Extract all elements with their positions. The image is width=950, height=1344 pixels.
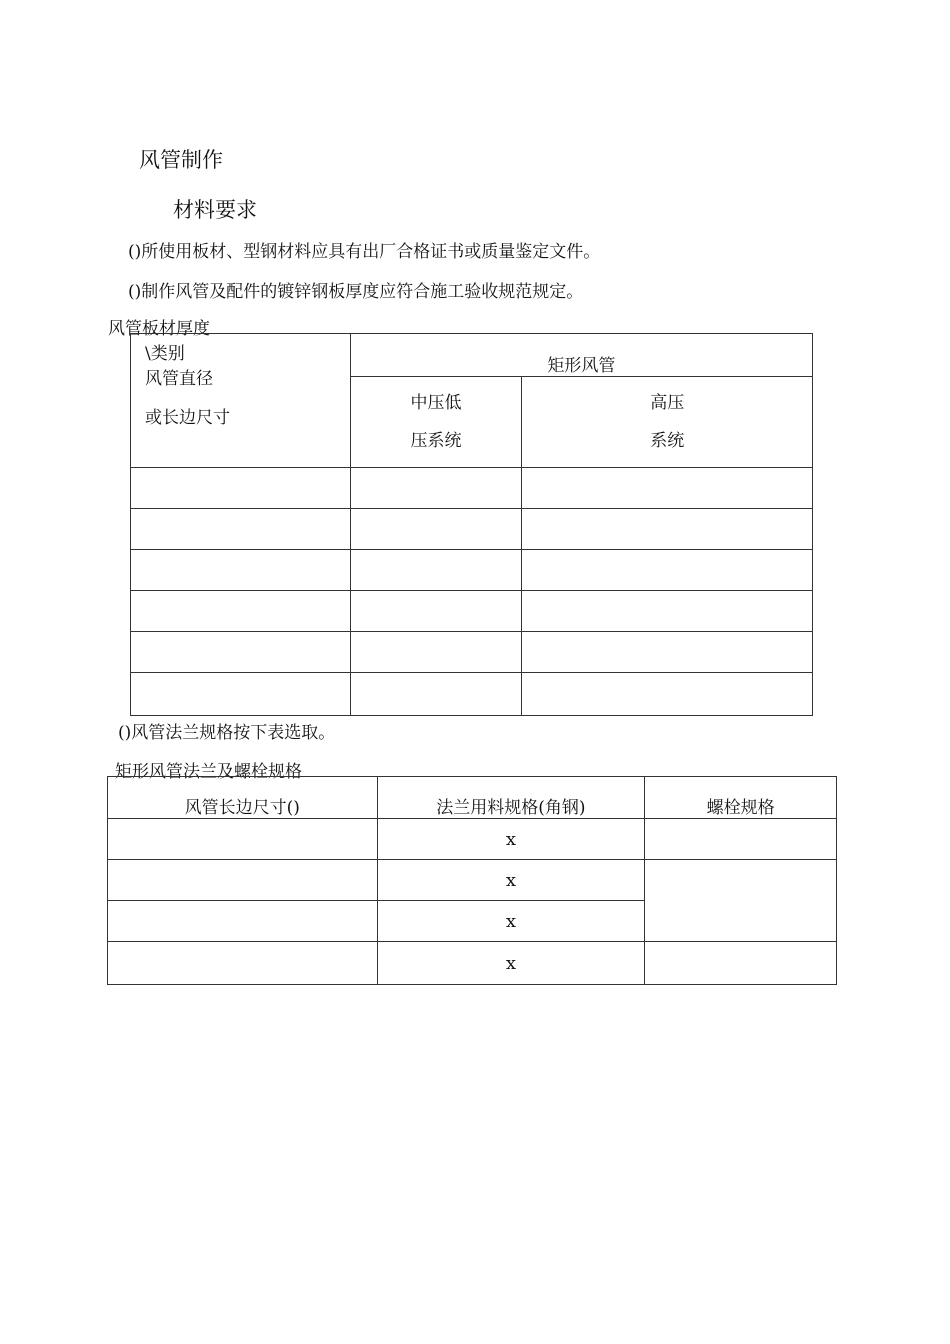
section-heading: 风管制作 (139, 148, 223, 172)
table-caption: 矩形风管法兰及螺栓规格 (115, 762, 302, 782)
flange-spec-cell: x (377, 819, 645, 860)
table-row (108, 860, 837, 901)
table-row (131, 468, 813, 509)
sub-header-high: 高压 系统 (522, 377, 813, 468)
duct-thickness-table (130, 333, 813, 716)
corner-label-category: \类别 (145, 344, 185, 364)
corner-label-long-side: 或长边尺寸 (145, 408, 230, 428)
table-row (131, 509, 813, 550)
table-row (108, 942, 837, 985)
flange-spec-cell: x (377, 901, 645, 942)
paragraph: ()风管法兰规格按下表选取。 (118, 723, 336, 743)
corner-header-cell (131, 334, 351, 468)
table-row (131, 550, 813, 591)
table-row (131, 673, 813, 716)
bolt-spec-merged-cell (645, 860, 837, 942)
header-duct-long-side: 风管长边尺寸() (108, 777, 378, 819)
sub-header-medium-low: 中压低 压系统 (350, 377, 522, 468)
table-row (131, 591, 813, 632)
header-bolt-spec: 螺栓规格 (645, 777, 837, 819)
paragraph: ()所使用板材、型钢材料应具有出厂合格证书或质量鉴定文件。 (128, 242, 601, 262)
corner-label-diameter: 风管直径 (145, 369, 213, 389)
header-flange-material: 法兰用料规格(角钢) (377, 777, 645, 819)
flange-spec-cell: x (377, 942, 645, 985)
flange-bolt-table (107, 776, 837, 985)
subsection-heading: 材料要求 (173, 198, 257, 222)
table-row (108, 819, 837, 860)
table-caption: 风管板材厚度 (108, 319, 210, 339)
flange-spec-cell: x (377, 860, 645, 901)
table-row (131, 632, 813, 673)
group-header: 矩形风管 (350, 334, 812, 377)
paragraph: ()制作风管及配件的镀锌钢板厚度应符合施工验收规范规定。 (128, 282, 584, 302)
